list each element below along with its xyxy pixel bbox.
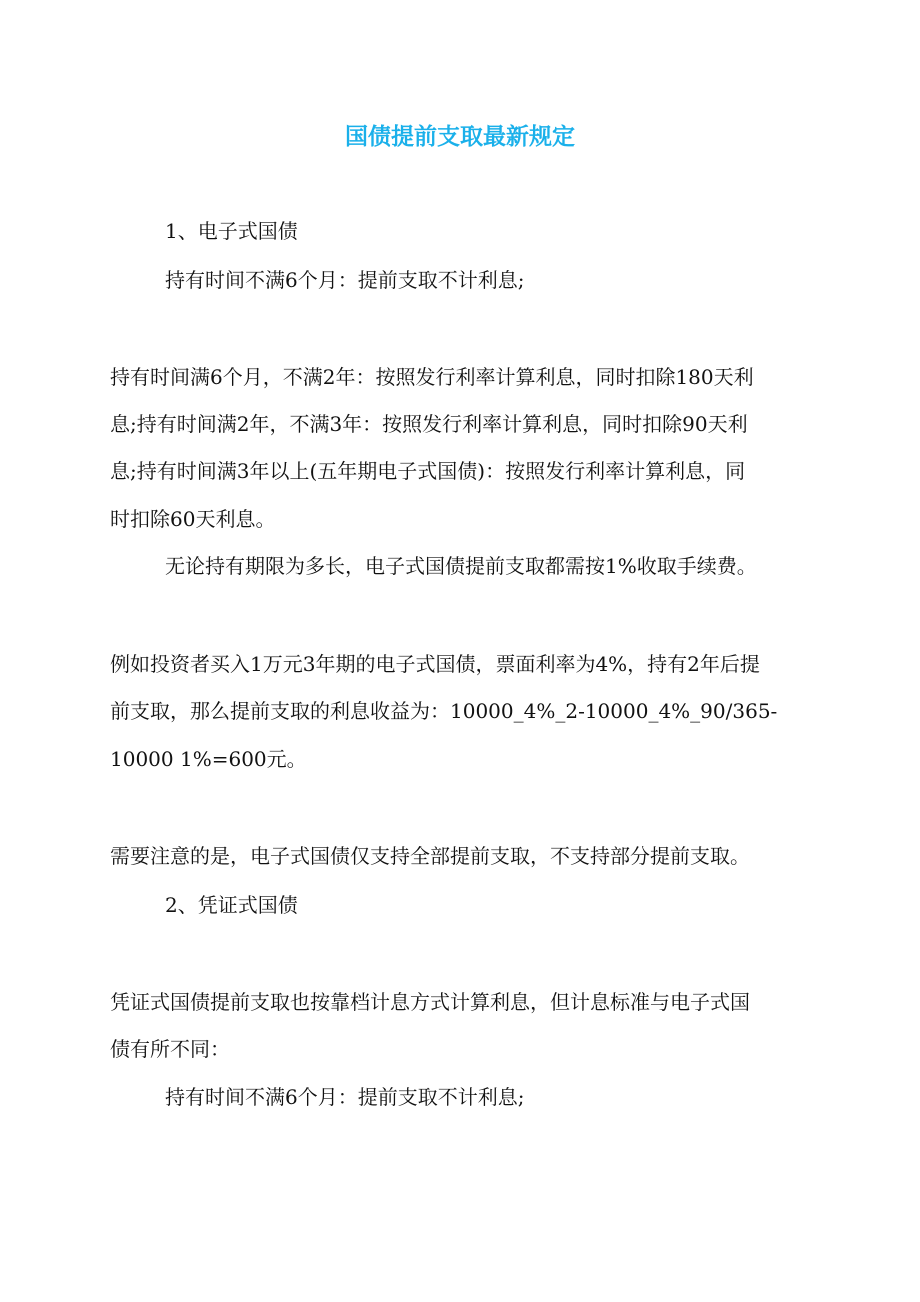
body-line: 凭证式国债提前支取也按靠档计息方式计算利息，但计息标准与电子式国 bbox=[110, 990, 750, 1014]
body-line: 息;持有时间满3年以上(五年期电子式国债)：按照发行利率计算利息，同 bbox=[110, 459, 746, 483]
body-line: 10000 1%=600元。 bbox=[110, 747, 307, 771]
body-line: 需要注意的是，电子式国债仅支持全部提前支取，不支持部分提前支取。 bbox=[110, 844, 750, 868]
body-line: 无论持有期限为多长，电子式国债提前支取都需按1%收取手续费。 bbox=[165, 554, 757, 578]
body-line: 例如投资者买入1万元3年期的电子式国债，票面利率为4%，持有2年后提 bbox=[110, 652, 760, 676]
document-title: 国债提前支取最新规定 bbox=[345, 124, 575, 150]
body-line: 前支取，那么提前支取的利息收益为：10000_4%_2-10000_4%_90/365- bbox=[110, 699, 778, 723]
body-line: 持有时间满6个月，不满2年：按照发行利率计算利息，同时扣除180天利 bbox=[110, 365, 754, 389]
body-line: 持有时间不满6个月：提前支取不计利息; bbox=[165, 268, 525, 292]
body-line: 时扣除60天利息。 bbox=[110, 507, 276, 531]
section-heading-electronic: 1、电子式国债 bbox=[165, 219, 298, 243]
body-line: 息;持有时间满2年，不满3年：按照发行利率计算利息，同时扣除90天利 bbox=[110, 412, 748, 436]
body-line: 债有所不同： bbox=[110, 1037, 230, 1061]
body-line: 持有时间不满6个月：提前支取不计利息; bbox=[165, 1085, 525, 1109]
section-heading-certificate: 2、凭证式国债 bbox=[165, 893, 298, 917]
